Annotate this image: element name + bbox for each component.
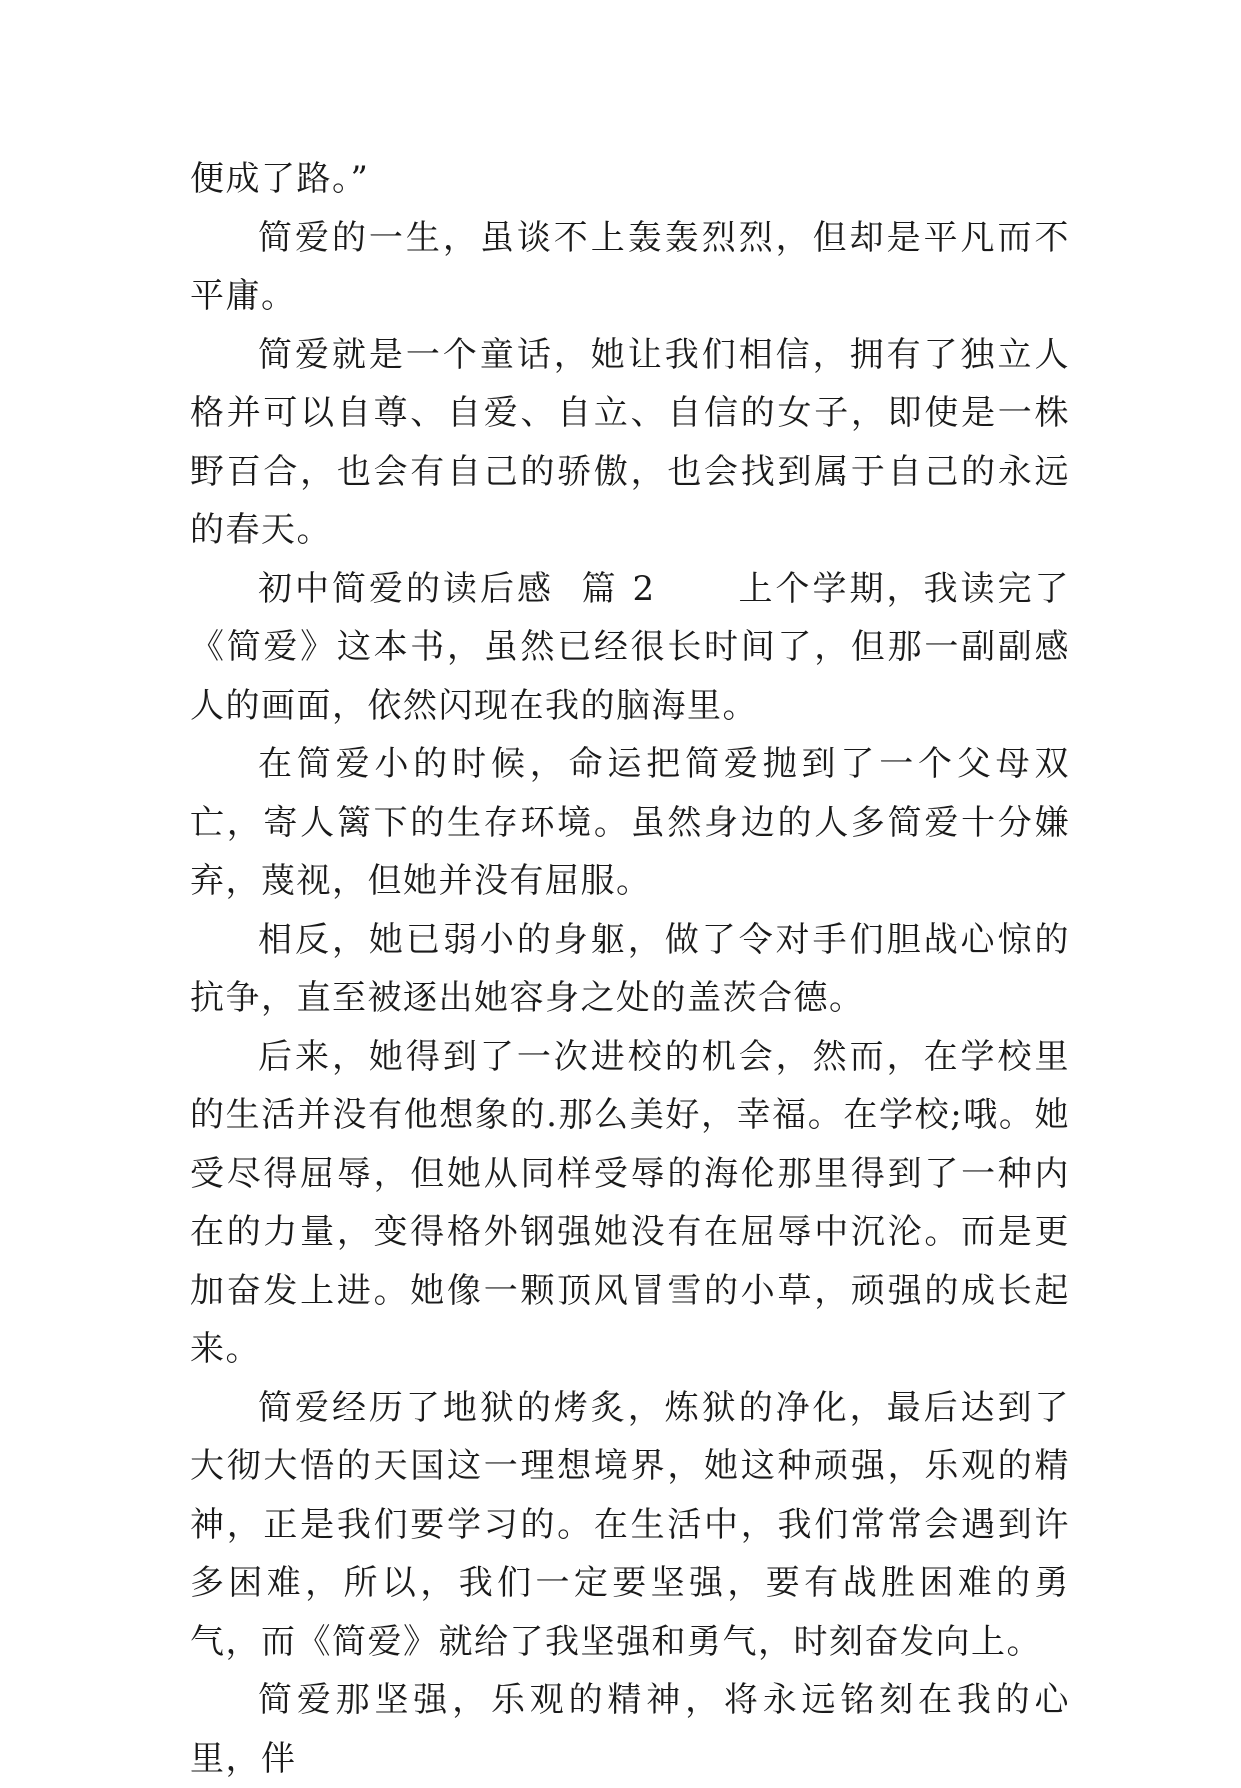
paragraph-1: 便成了路。” xyxy=(190,159,370,199)
paragraph-3: 简爱就是一个童话，她让我们相信，拥有了独立人格并可以自尊、自爱、自立、自信的女子，即使是一株野百合，也会有自己的骄傲，也会找到属于自己的永远的春天。 xyxy=(190,334,1070,550)
paragraph-4-section-heading: 初中简爱的读后感 篇 2 上个学期，我读完了《简爱》这本书，虽然已经很长时间了，但那一副副感人的画面，依然闪现在我的脑海里。 xyxy=(190,568,1070,726)
paragraph-9: 简爱那坚强，乐观的精神，将永远铭刻在我的心里，伴 xyxy=(190,1680,1070,1779)
paragraph-8: 简爱经历了地狱的烤炙，炼狱的净化，最后达到了大彻大悟的天国这一理想境界，她这种顽强，乐观的精神，正是我们要学习的。在生活中，我们常常会遇到许多困难，所以，我们一定要坚强，要有战胜困难的勇气，而《简爱》就给了我坚强和勇气，时刻奋发向上。 xyxy=(190,1387,1070,1662)
paragraph-2: 简爱的一生，虽谈不上轰轰烈烈，但却是平凡而不平庸。 xyxy=(190,217,1070,316)
paragraph-6: 相反，她已弱小的身躯，做了令对手们胆战心惊的抗争，直至被逐出她容身之处的盖茨合德。 xyxy=(190,919,1070,1018)
paragraph-5: 在简爱小的时候，命运把简爱抛到了一个父母双亡，寄人篱下的生存环境。虽然身边的人多简爱十分嫌弃，蔑视，但她并没有屈服。 xyxy=(190,744,1070,901)
paragraph-7: 后来，她得到了一次进校的机会，然而，在学校里的生活并没有他想象的.那么美好，幸福。在学校;哦。她受尽得屈辱，但她从同样受辱的海伦那里得到了一种内在的力量，变得格外钢强她没有在屈辱中沉沦。而是更加奋发上进。她像一颗顶风冒雪的小草，顽强的成长起来。 xyxy=(190,1036,1070,1369)
document-body xyxy=(190,150,1070,1788)
